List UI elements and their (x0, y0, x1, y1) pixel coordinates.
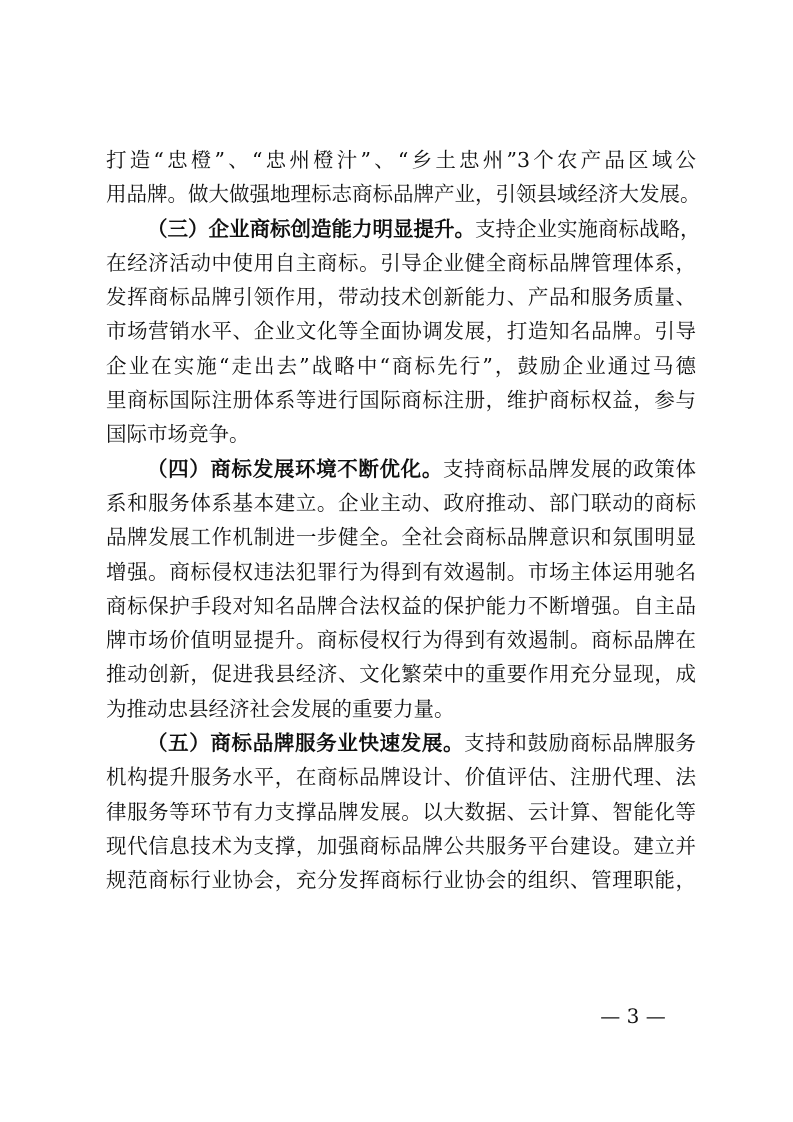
paragraph-line: 现代信息技术为支撑，加强商标品牌公共服务平台建设。建立并 (106, 833, 696, 858)
paragraph-line: 在经济活动中使用自主商标。引导企业健全商标品牌管理体系， (106, 250, 696, 275)
section-3-first-line (106, 212, 701, 246)
paragraph-line: 里商标国际注册体系等进行国际商标注册，维护商标权益，参与 (106, 388, 696, 413)
section-5-heading: （五）商标品牌服务业快速发展。 (147, 731, 465, 756)
paragraph-line: 增强。商标侵权违法犯罪行为得到有效遏制。市场主体运用驰名 (106, 559, 696, 584)
paragraph-line: 国际市场竞争。 (106, 422, 250, 447)
paragraph-line: 打造“忠橙”、“忠州橙汁”、“乡土忠州”3个农产品区域公 (106, 148, 696, 172)
section-4-first-line (106, 452, 696, 486)
paragraph-line: 规范商标行业协会，充分发挥商标行业协会的组织、管理职能， (106, 868, 696, 893)
paragraph-line: 律服务等环节有力支撑品牌发展。以大数据、云计算、智能化等 (106, 799, 696, 824)
section-5-first-line (106, 726, 696, 760)
section-5-lead-text: 支持和鼓励商标品牌服务 (464, 731, 697, 756)
paragraph-line: 牌市场价值明显提升。商标侵权行为得到有效遏制。商标品牌在 (106, 628, 696, 653)
page-number: — 3 — (600, 1004, 666, 1028)
section-3-lead-text: 支持企业实施商标战略， (475, 216, 701, 241)
paragraph-line: 商标保护手段对知名品牌合法权益的保护能力不断增强。自主品 (106, 593, 696, 618)
paragraph-line: 企业在实施“走出去”战略中“商标先行”，鼓励企业通过马德 (106, 353, 696, 378)
section-3-heading: （三）企业商标创造能力明显提升。 (147, 216, 475, 241)
paragraph-line: 推动创新，促进我县经济、文化繁荣中的重要作用充分显现，成 (106, 662, 696, 687)
paragraph-line: 为推动忠县经济社会发展的重要力量。 (106, 696, 455, 721)
paragraph-line: 市场营销水平、企业文化等全面协调发展，打造知名品牌。引导 (106, 319, 696, 344)
paragraph-line: 品牌发展工作机制进一步健全。全社会商标品牌意识和氛围明显 (106, 525, 696, 550)
document-body (106, 143, 701, 898)
paragraph-line: 系和服务体系基本建立。企业主动、政府推动、部门联动的商标 (106, 490, 696, 515)
paragraph-line: 用品牌。做大做强地理标志商标品牌产业，引领县域经济大发展。 (106, 182, 701, 207)
paragraph-line: 发挥商标品牌引领作用，带动技术创新能力、产品和服务质量、 (106, 285, 696, 310)
section-4-heading: （四）商标发展环境不断优化。 (147, 456, 443, 481)
section-4-lead-text: 支持商标品牌发展的政策体 (442, 456, 697, 481)
paragraph-line: 机构提升服务水平，在商标品牌设计、价值评估、注册代理、法 (106, 765, 696, 790)
